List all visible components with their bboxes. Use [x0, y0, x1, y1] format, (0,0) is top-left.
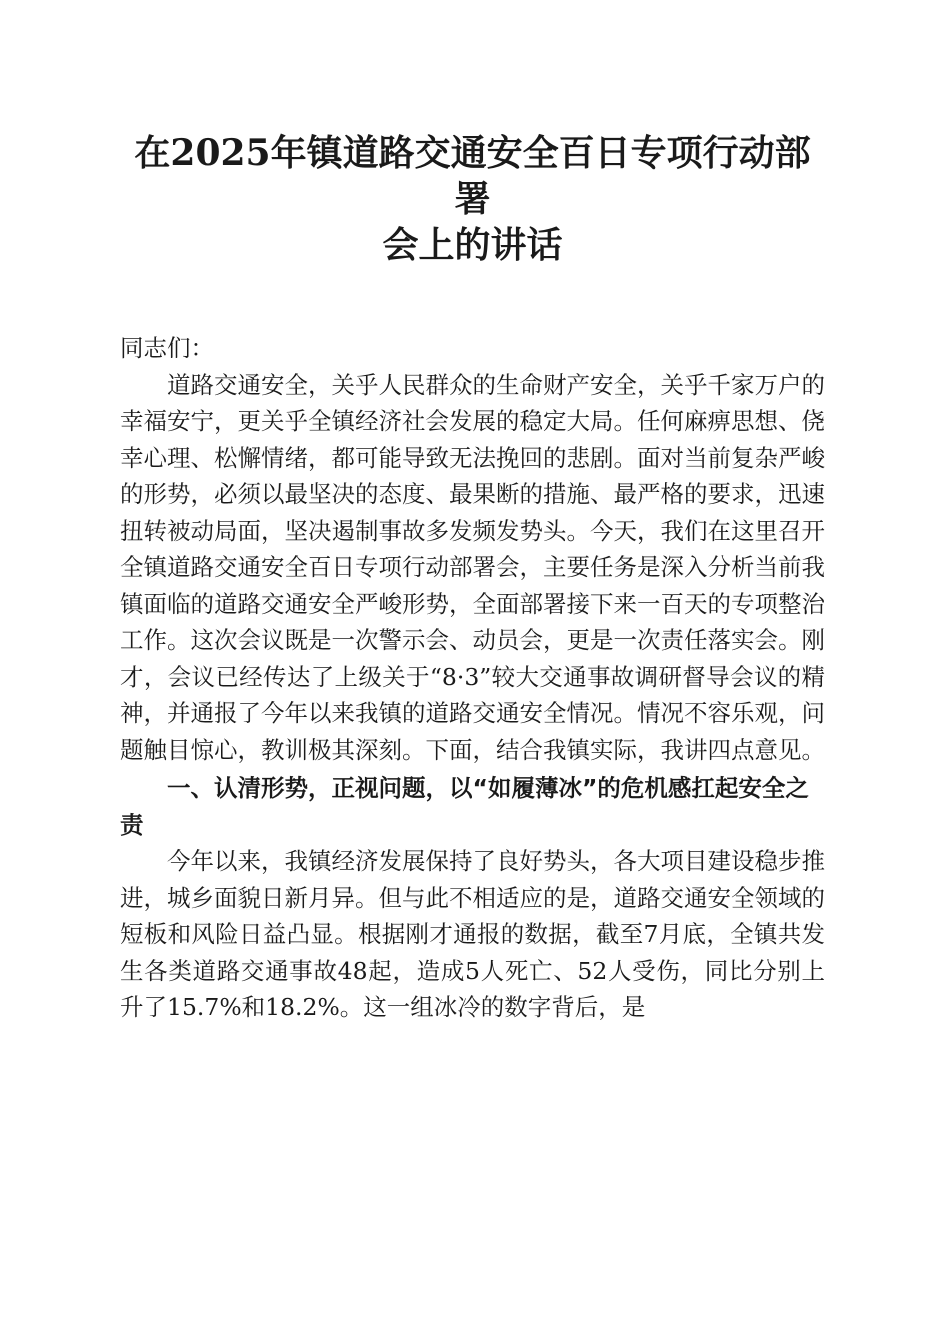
- document-page: [120, 130, 825, 1026]
- body-paragraph-2: 今年以来，我镇经济发展保持了良好势头，各大项目建设稳步推进，城乡面貌日新月异。但与此不相适应的是，道路交通安全领域的短板和风险日益凸显。根据刚才通报的数据，截至7月底，全镇共发生各类道路交通事故48起，造成5人死亡、52人受伤，同比分别上升了15.7%和18.2%。这一组冰冷的数字背后，是: [120, 847, 825, 1021]
- document-title: [120, 130, 825, 268]
- title-line-1: 在2025年镇道路交通安全百日专项行动部署: [134, 132, 811, 220]
- section-heading-1: 一、认清形势，正视问题，以“如履薄冰”的危机感扛起安全之责: [120, 774, 809, 839]
- body-paragraph-1: 道路交通安全，关乎人民群众的生命财产安全，关乎千家万户的幸福安宁，更关乎全镇经济社会发展的稳定大局。任何麻痹思想、侥幸心理、松懈情绪，都可能导致无法挽回的悲剧。面对当前复杂严峻的形势，必须以最坚决的态度、最果断的措施、最严格的要求，迅速扭转被动局面，坚决遏制事故多发频发势头。今天，我们在这里召开全镇道路交通安全百日专项行动部署会，主要任务是深入分析当前我镇面临的道路交通安全严峻形势，全面部署接下来一百天的专项整治工作。这次会议既是一次警示会、动员会，更是一次责任落实会。刚才，会议已经传达了上级关于“8·3”较大交通事故调研督导会议的精神，并通报了今年以来我镇的道路交通安全情况。情况不容乐观，问题触目惊心，教训极其深刻。下面，结合我镇实际，我讲四点意见。: [120, 370, 825, 764]
- salutation: 同志们：: [120, 334, 214, 362]
- title-line-2: 会上的讲话: [382, 224, 563, 266]
